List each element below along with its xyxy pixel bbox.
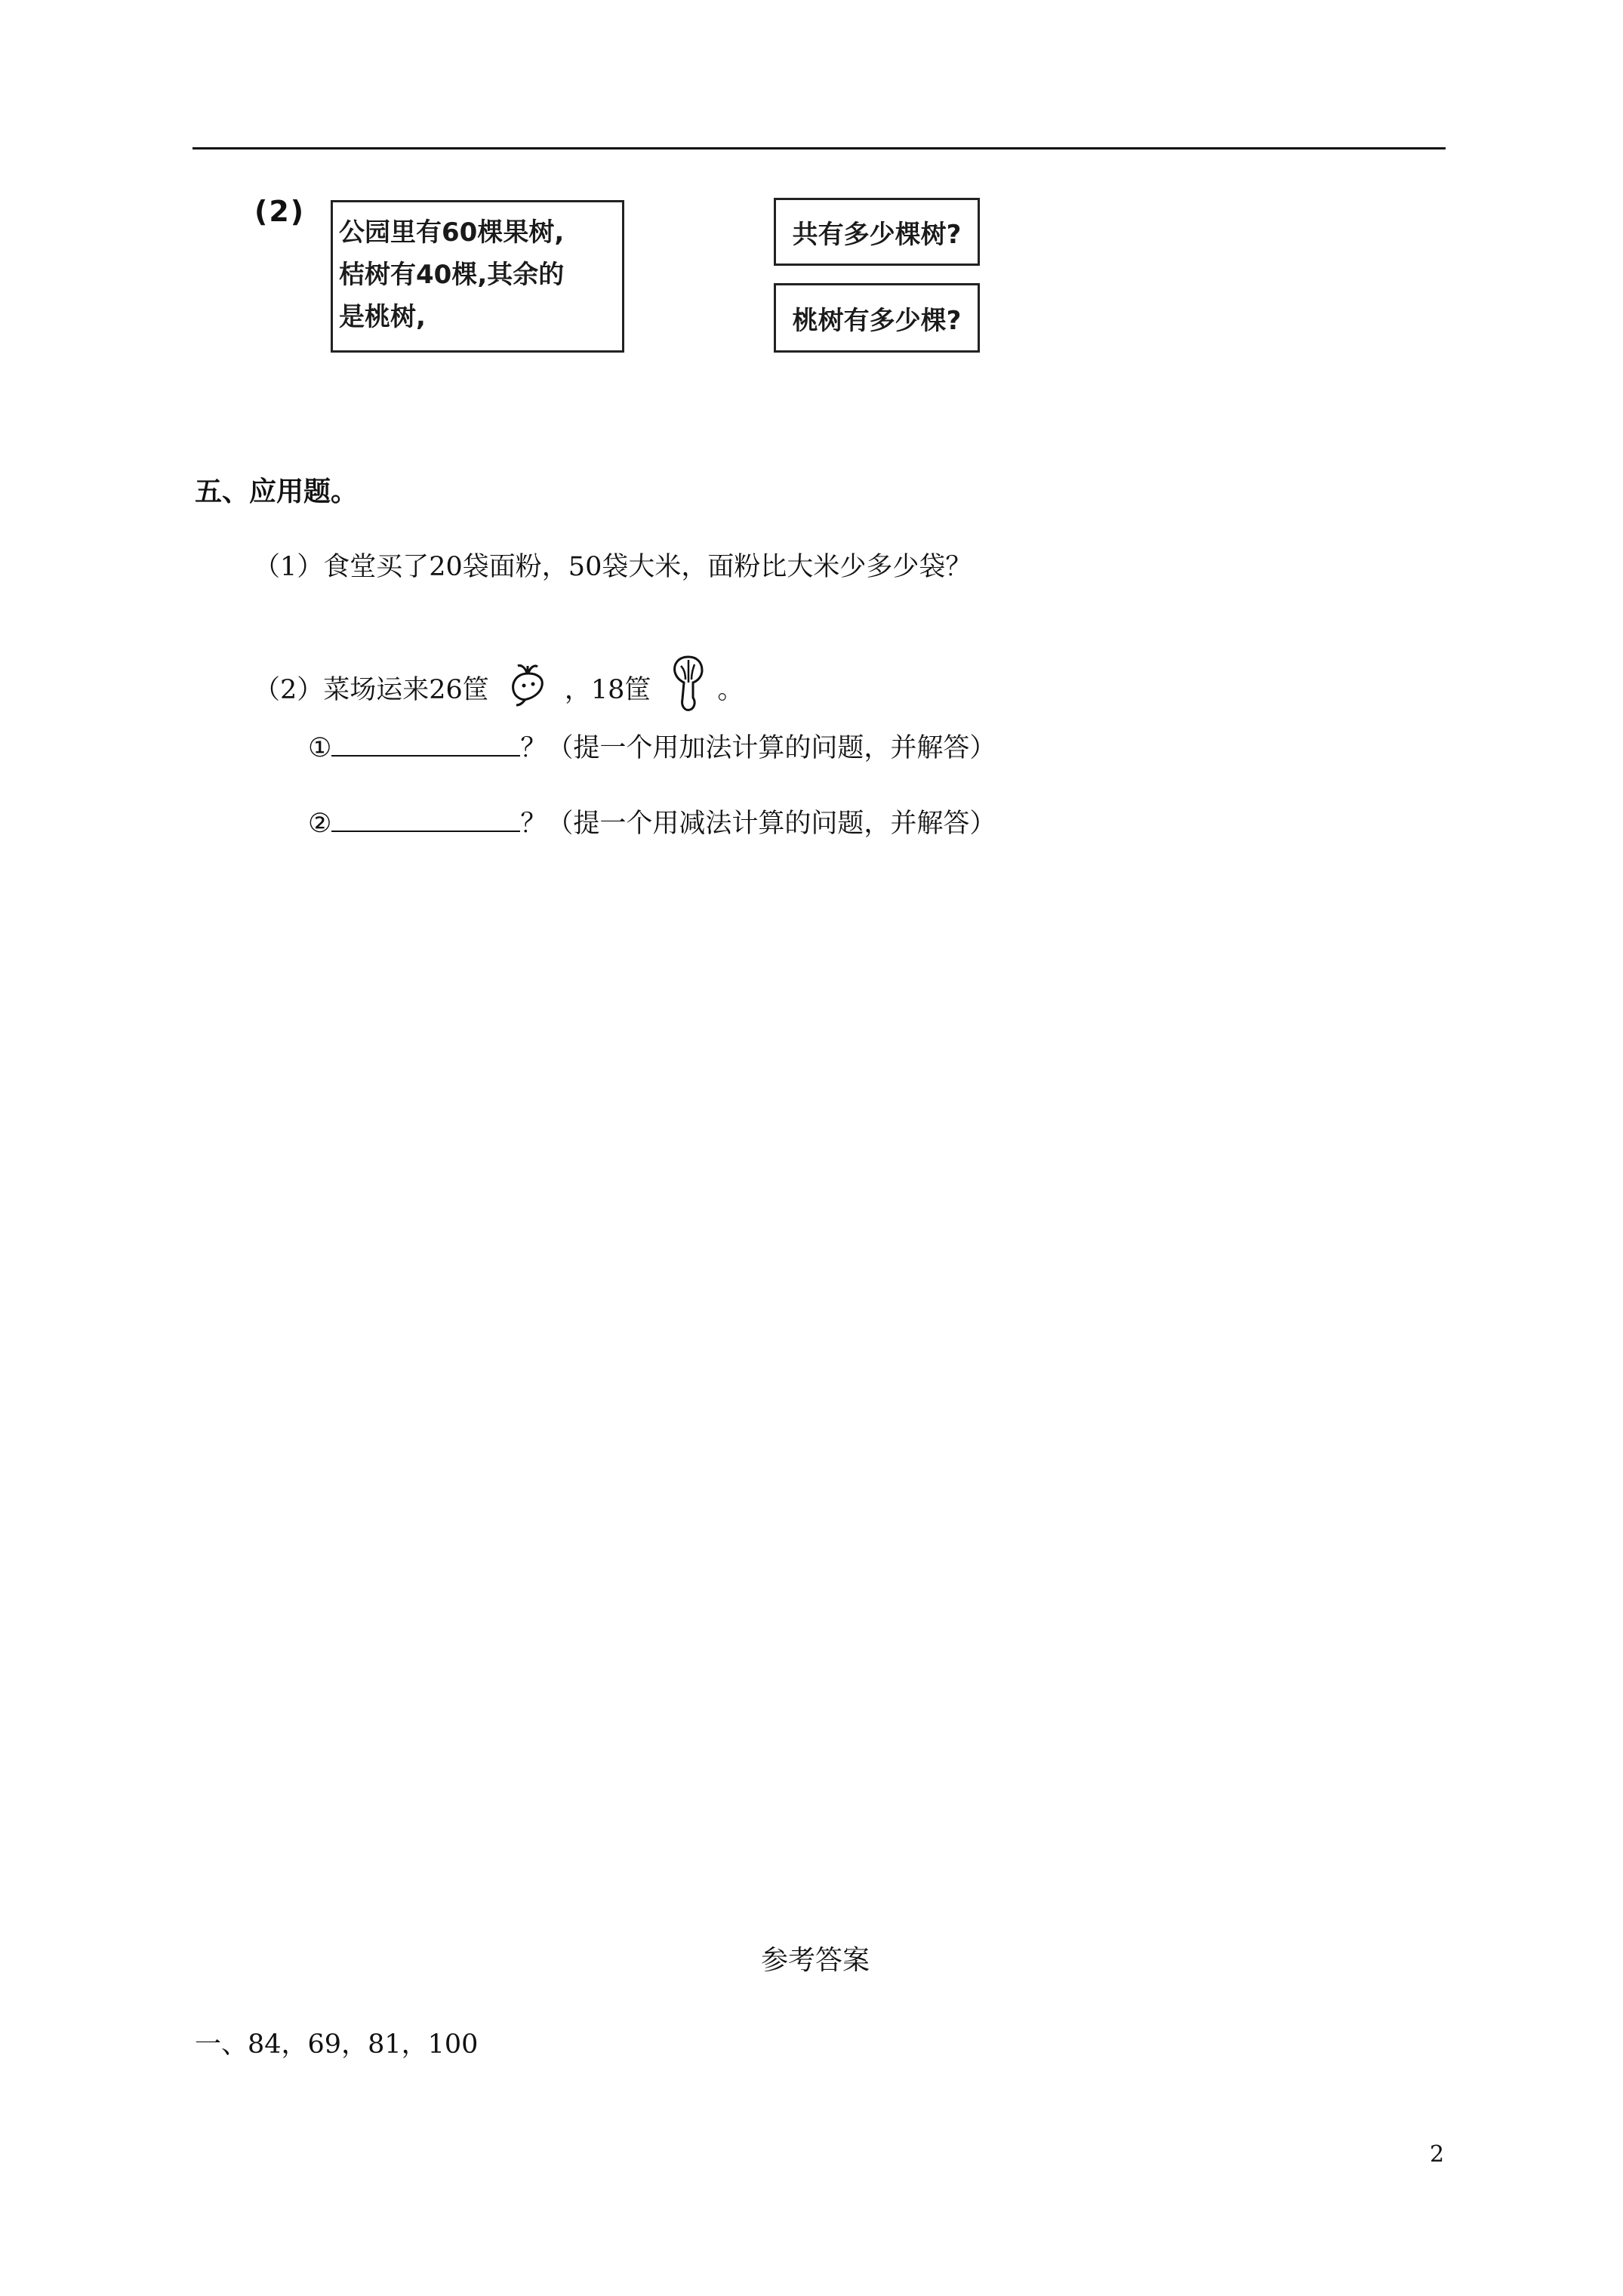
- problem-2: [254, 652, 744, 723]
- section-heading: 五、应用题。: [195, 476, 359, 507]
- answer-line-1: 一、84，69，81，100: [195, 2029, 479, 2060]
- sub-question-1: [308, 727, 996, 765]
- answers-title: 参考答案: [761, 1945, 870, 1976]
- question-number: (2): [254, 195, 306, 228]
- sub-question-2: [308, 803, 996, 840]
- answer-blank-1[interactable]: [331, 732, 520, 757]
- answer-blank-2[interactable]: [331, 808, 520, 832]
- cabbage-icon: [666, 652, 711, 723]
- problem-1: （1）食堂买了20袋面粉，50袋大米，面粉比大米少多少袋？: [254, 552, 972, 582]
- question-box-total: 共有多少棵树?: [774, 198, 980, 266]
- given-info-box: [331, 200, 624, 353]
- problem-2-prefix: （2）菜场运来26筐: [254, 674, 489, 705]
- question-box-peach: 桃树有多少棵?: [774, 283, 980, 353]
- given-line-1: 公园里有60棵果树,: [339, 217, 565, 248]
- page-number: 2: [1430, 2141, 1445, 2168]
- sub-question-1-marker: ①: [308, 733, 332, 763]
- problem-2-suffix: 。: [717, 674, 744, 705]
- radish-icon: [504, 660, 553, 715]
- header-rule: [192, 147, 1446, 149]
- sub-question-2-prompt: ？（提一个用减法计算的问题，并解答）: [520, 809, 996, 839]
- problem-2-middle: ，18筐: [564, 674, 651, 705]
- given-line-3: 是桃树,: [339, 302, 426, 332]
- sub-question-1-prompt: ？（提一个用加法计算的问题，并解答）: [520, 733, 996, 763]
- sub-question-2-marker: ②: [308, 809, 332, 839]
- given-line-2: 桔树有40棵,其余的: [339, 260, 565, 290]
